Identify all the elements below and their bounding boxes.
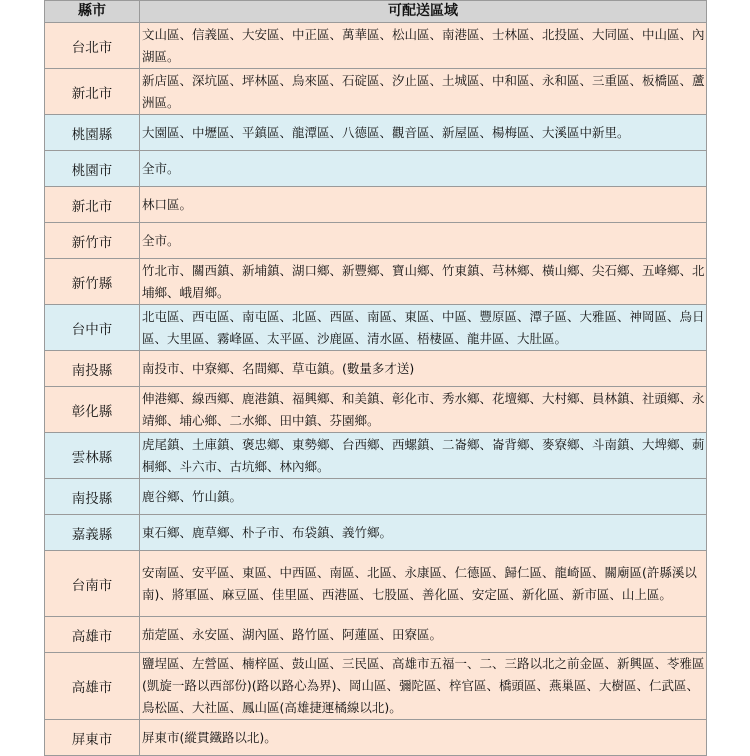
areas-cell: 安南區、安平區、東區、中西區、南區、北區、永康區、仁德區、歸仁區、龍崎區、關廟區(許縣溪以南)、將軍區、麻豆區、佳里區、西港區、七股區、善化區、安定區、新化區、新市區、山上區。 [140,551,707,617]
areas-cell: 鹿谷鄉、竹山鎮。 [140,479,707,515]
county-cell: 台南市 [45,551,140,617]
county-cell: 新竹縣 [45,259,140,305]
table-row [45,387,707,433]
county-cell: 高雄市 [45,653,140,720]
table-row [45,515,707,551]
county-column-header: 縣市 [45,1,140,23]
county-cell: 高雄市 [45,617,140,653]
table-row [45,617,707,653]
areas-column-header: 可配送區域 [140,1,707,23]
areas-cell: 新店區、深坑區、坪林區、烏來區、石碇區、汐止區、土城區、中和區、永和區、三重區、板橋區、蘆洲區。 [140,69,707,115]
areas-cell: 林口區。 [140,187,707,223]
county-cell: 桃園市 [45,151,140,187]
county-cell: 新北市 [45,187,140,223]
areas-cell: 全市。 [140,223,707,259]
table-row [45,551,707,617]
county-cell: 屏東市 [45,720,140,756]
areas-cell: 茄萣區、永安區、湖內區、路竹區、阿蓮區、田寮區。 [140,617,707,653]
county-cell: 彰化縣 [45,387,140,433]
areas-cell: 文山區、信義區、大安區、中正區、萬華區、松山區、南港區、士林區、北投區、大同區、中山區、內湖區。 [140,23,707,69]
county-cell: 新北市 [45,69,140,115]
table-header-row [45,1,707,23]
table-row [45,305,707,351]
county-cell: 新竹市 [45,223,140,259]
delivery-area-table [44,0,707,756]
table-row [45,23,707,69]
county-cell: 桃園縣 [45,115,140,151]
table-row [45,223,707,259]
table-row [45,259,707,305]
county-cell: 台中市 [45,305,140,351]
areas-cell: 虎尾鎮、土庫鎮、褒忠鄉、東勢鄉、台西鄉、西螺鎮、二崙鄉、崙背鄉、麥寮鄉、斗南鎮、大埤鄉、莿桐鄉、斗六市、古坑鄉、林內鄉。 [140,433,707,479]
table-row [45,479,707,515]
table-row [45,187,707,223]
table-row [45,69,707,115]
areas-cell: 南投市、中寮鄉、名間鄉、草屯鎮。(數量多才送) [140,351,707,387]
county-cell: 嘉義縣 [45,515,140,551]
table-row [45,720,707,756]
areas-cell: 全市。 [140,151,707,187]
table-body [45,23,707,756]
areas-cell: 竹北市、關西鎮、新埔鎮、湖口鄉、新豐鄉、寶山鄉、竹東鎮、芎林鄉、橫山鄉、尖石鄉、五峰鄉、北埔鄉、峨眉鄉。 [140,259,707,305]
county-cell: 南投縣 [45,479,140,515]
table-row [45,433,707,479]
areas-cell: 鹽埕區、左營區、楠梓區、鼓山區、三民區、高雄市五福一、二、三路以北之前金區、新興區、苓雅區(凱旋一路以西部份)(路以路心為界)、岡山區、彌陀區、梓官區、橋頭區、燕巢區、大樹區、仁武區、鳥松區、大社區、鳳山區(高雄捷運橘線以北)。 [140,653,707,720]
areas-cell: 大園區、中壢區、平鎮區、龍潭區、八德區、觀音區、新屋區、楊梅區、大溪區中新里。 [140,115,707,151]
table-row [45,653,707,720]
county-cell: 南投縣 [45,351,140,387]
county-cell: 雲林縣 [45,433,140,479]
table-row [45,151,707,187]
delivery-area-table-container [44,0,706,756]
table-row [45,351,707,387]
county-cell: 台北市 [45,23,140,69]
areas-cell: 北屯區、西屯區、南屯區、北區、西區、南區、東區、中區、豐原區、潭子區、大雅區、神岡區、烏日區、大里區、霧峰區、太平區、沙鹿區、清水區、梧棲區、龍井區、大肚區。 [140,305,707,351]
areas-cell: 伸港鄉、線西鄉、鹿港鎮、福興鄉、和美鎮、彰化市、秀水鄉、花壇鄉、大村鄉、員林鎮、社頭鄉、永靖鄉、埔心鄉、二水鄉、田中鎮、芬園鄉。 [140,387,707,433]
areas-cell: 東石鄉、鹿草鄉、朴子市、布袋鎮、義竹鄉。 [140,515,707,551]
table-row [45,115,707,151]
areas-cell: 屏東市(縱貫鐵路以北)。 [140,720,707,756]
